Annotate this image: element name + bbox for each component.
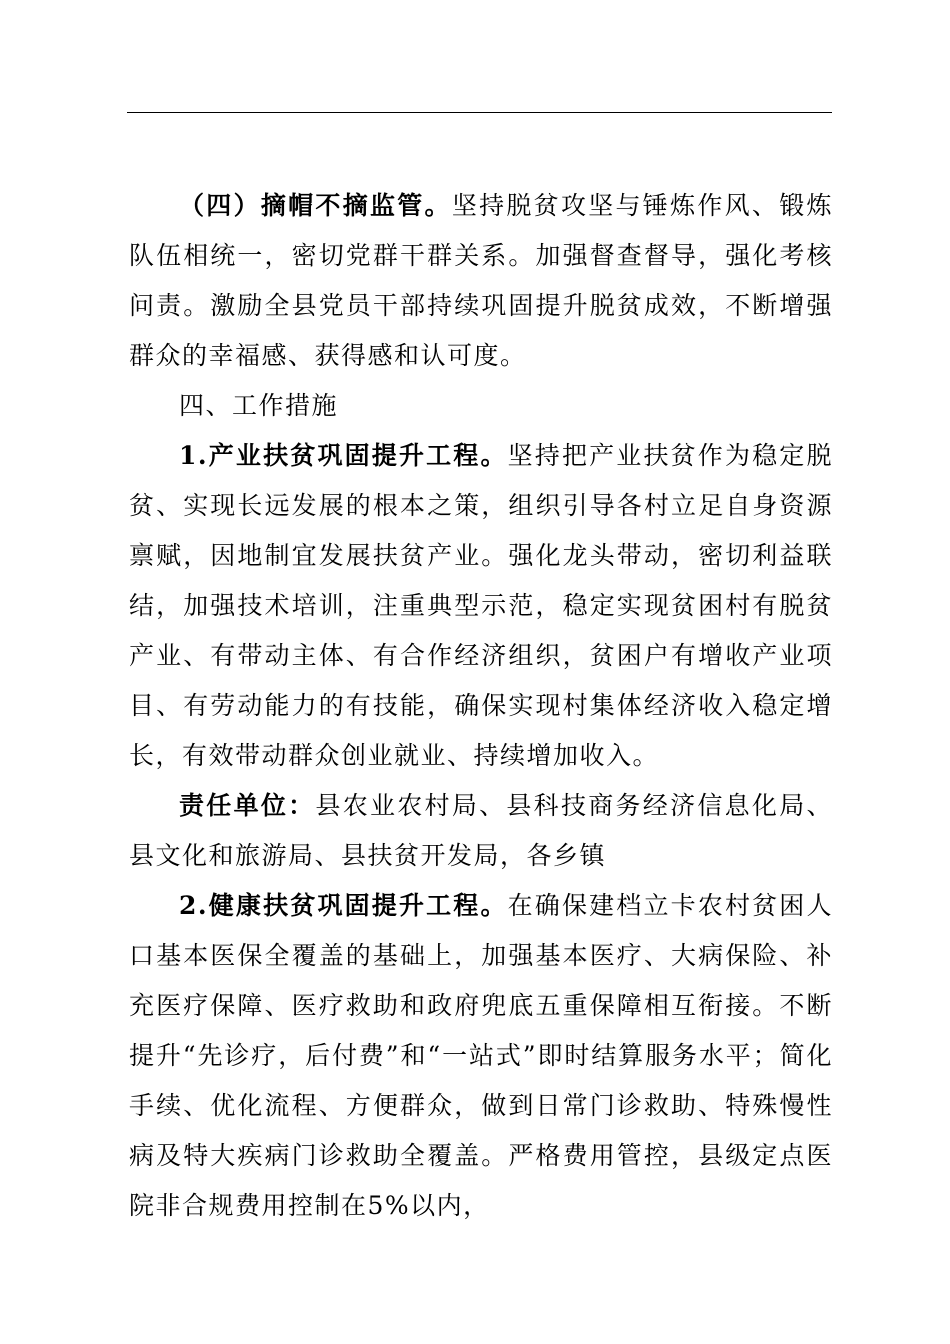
paragraph-lead: 1.产业扶贫巩固提升工程。 bbox=[179, 441, 508, 470]
document-body bbox=[129, 181, 833, 1231]
paragraph-health bbox=[129, 881, 833, 1231]
section-heading-text: 四、工作措施 bbox=[179, 391, 339, 420]
paragraph-lead: 责任单位： bbox=[179, 791, 316, 820]
section-heading bbox=[129, 381, 833, 431]
paragraph-text: 坚持脱贫攻坚与锤炼作风、锻炼队伍相统一，密切党群干群关系。加强督查督导，强化考核问责。激励全县党员干部持续巩固提升脱贫成效，不断增强群众的幸福感、获得感和认可度。 bbox=[129, 191, 833, 370]
paragraph-text: 坚持把产业扶贫作为稳定脱贫、实现长远发展的根本之策，组织引导各村立足自身资源禀赋，因地制宜发展扶贫产业。强化龙头带动，密切利益联结，加强技术培训，注重典型示范，稳定实现贫困村有脱贫产业、有带动主体、有合作经济组织，贫困户有增收产业项目、有劳动能力的有技能，确保实现村集体经济收入稳定增长，有效带动群众创业就业、持续增加收入。 bbox=[129, 441, 833, 770]
paragraph-lead: 2.健康扶贫巩固提升工程。 bbox=[179, 891, 508, 920]
paragraph-lead: （四）摘帽不摘监管。 bbox=[179, 191, 452, 220]
paragraph-supervision bbox=[129, 181, 833, 381]
paragraph-text: 县农业农村局、县科技商务经济信息化局、县文化和旅游局、县扶贫开发局，各乡镇 bbox=[129, 791, 833, 870]
paragraph-industry bbox=[129, 431, 833, 781]
paragraph-text: 在确保建档立卡农村贫困人口基本医保全覆盖的基础上，加强基本医疗、大病保险、补充医疗保障、医疗救助和政府兜底五重保障相互衔接。不断提升“先诊疗，后付费”和“一站式”即时结算服务水平；简化手续、优化流程、方便群众，做到日常门诊救助、特殊慢性病及特大疾病门诊救助全覆盖。严格费用管控，县级定点医院非合规费用控制在5%以内， bbox=[129, 891, 833, 1220]
header-rule bbox=[127, 112, 832, 113]
paragraph-responsibility bbox=[129, 781, 833, 881]
